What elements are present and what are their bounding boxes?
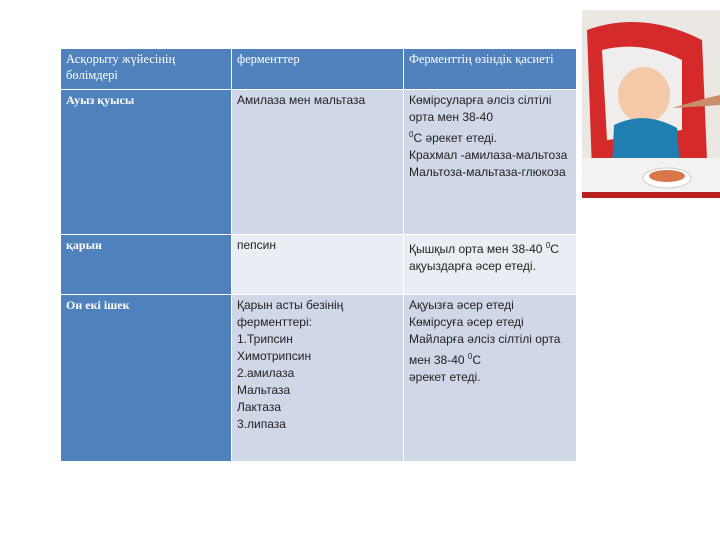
property-text: С ақуыздарға әсер етеді.	[409, 242, 559, 273]
enzyme-text: Мальтаза	[237, 383, 291, 397]
property-text: әрекет етеді.	[409, 370, 481, 384]
property-text: С	[472, 353, 482, 367]
enzymes-cell	[232, 295, 404, 462]
enzyme-text: Химотрипсин	[237, 349, 312, 363]
property-text: Қышқыл орта мен 38-40	[409, 242, 546, 256]
enzyme-text: Қарын асты безінің ферменттері:	[237, 298, 344, 329]
header-properties: Ферменттің өзіндік қасиеті	[404, 49, 577, 90]
properties-cell	[404, 235, 577, 295]
property-text: Мальтоза-мальтаза-глюкоза	[409, 165, 566, 179]
properties-cell	[404, 90, 577, 235]
properties-cell	[404, 295, 577, 462]
degree-sup: 0	[545, 241, 551, 250]
enzyme-text: Лактаза	[237, 400, 282, 414]
property-text: Көмірсуға әсер етеді	[409, 315, 524, 329]
enzymes-cell: пепсин	[232, 235, 404, 295]
digestion-enzymes-table	[60, 48, 577, 462]
property-text: Крахмал -амилаза-мальтоза	[409, 148, 568, 162]
property-text: С әрекет етеді.	[413, 131, 498, 145]
enzymes-cell: Амилаза мен мальтаза	[232, 90, 404, 235]
section-cell: Он екі ішек	[61, 295, 232, 462]
table-header-row	[61, 49, 577, 90]
degree-sup: 0	[409, 130, 414, 139]
header-section: Асқорыту жүйесінің бөлімдері	[61, 49, 232, 90]
header-enzymes: ферменттер	[232, 49, 404, 90]
enzyme-text: 3.липаза	[237, 417, 286, 431]
property-text: Көмірсуларға әлсіз сілтілі орта мен 38-40	[409, 93, 552, 124]
section-cell: Ауыз қуысы	[61, 90, 232, 235]
degree-sup: 0	[467, 352, 473, 361]
enzyme-text: 1.Трипсин	[237, 332, 293, 346]
enzyme-text: 2.амилаза	[237, 366, 295, 380]
section-cell: қарын	[61, 235, 232, 295]
baby-eating-photo-icon	[582, 10, 720, 198]
property-text: Ақуызға әсер етеді	[409, 298, 514, 312]
table-row	[61, 295, 577, 462]
property-text: Майларға әлсіз сілтілі орта мен 38-40	[409, 332, 561, 367]
table-row	[61, 90, 577, 235]
table-row	[61, 235, 577, 295]
